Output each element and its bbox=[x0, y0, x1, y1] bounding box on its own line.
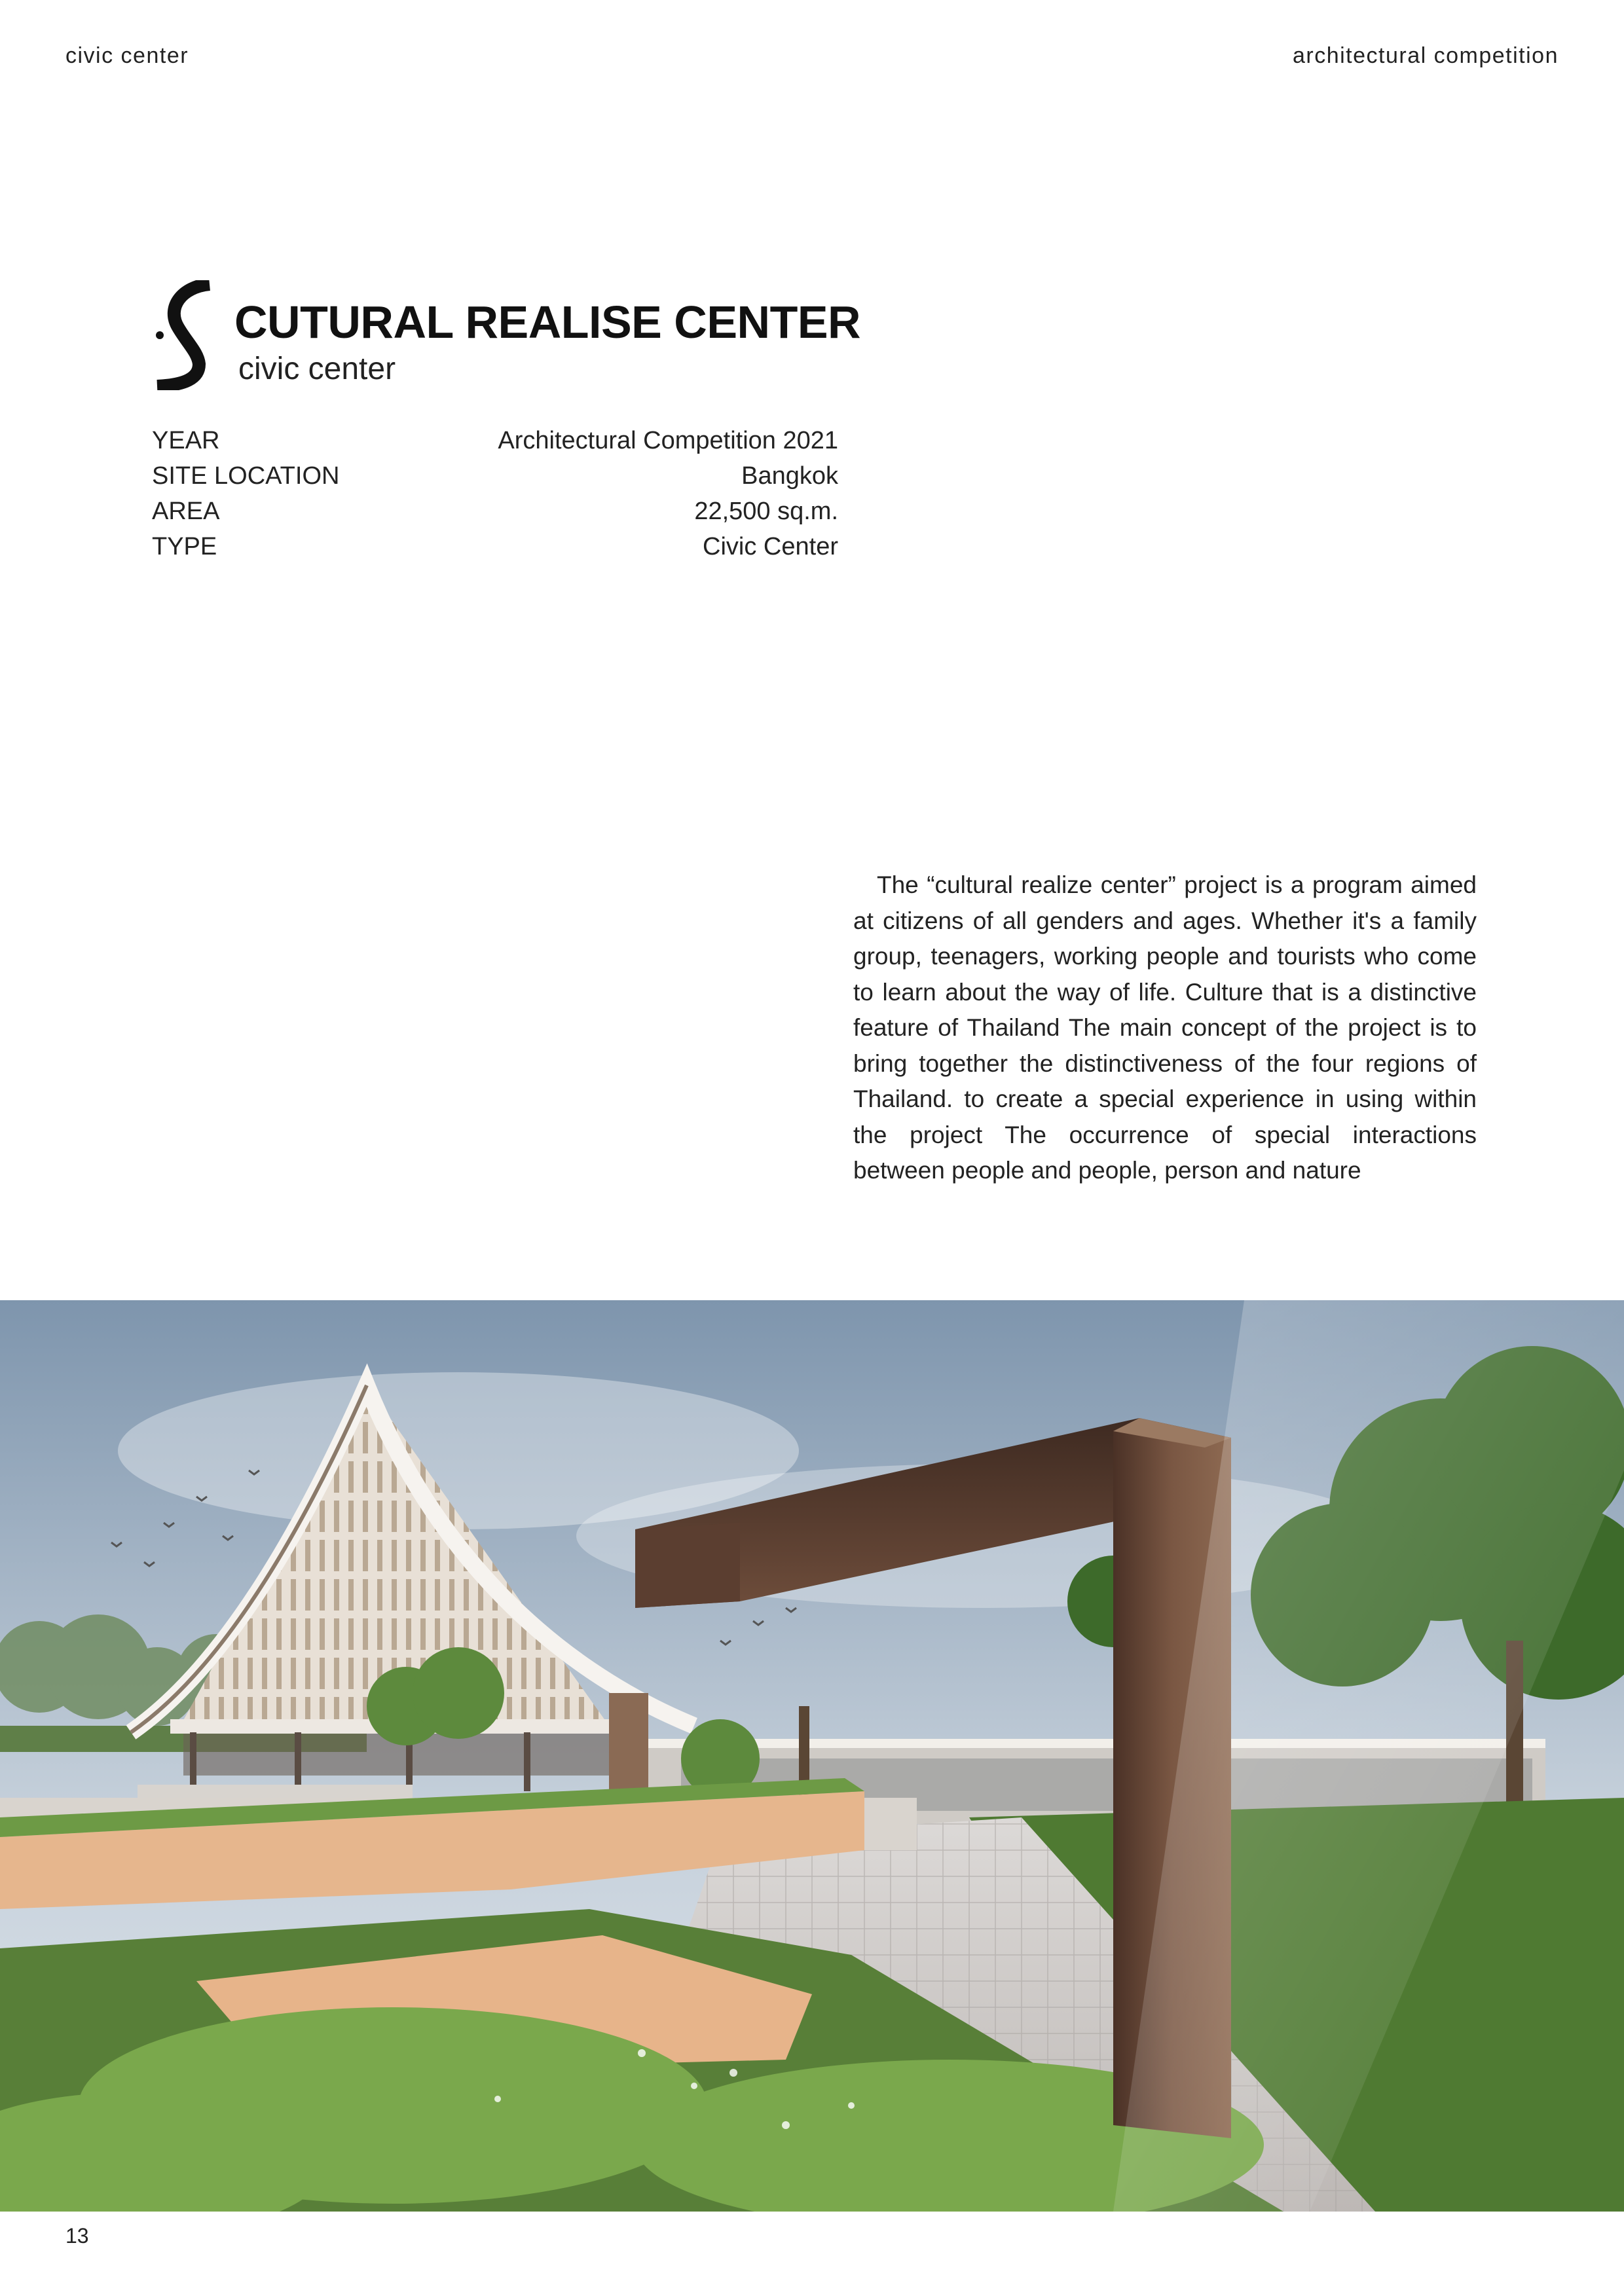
info-label: YEAR bbox=[152, 427, 220, 454]
info-row-site-location bbox=[152, 458, 838, 494]
project-info-table bbox=[152, 423, 838, 564]
info-label: AREA bbox=[152, 498, 220, 525]
info-row-year bbox=[152, 423, 838, 458]
project-subtitle: civic center bbox=[238, 352, 396, 386]
info-label: TYPE bbox=[152, 533, 217, 560]
info-value: 22,500 sq.m. bbox=[694, 498, 838, 525]
info-row-area bbox=[152, 494, 838, 529]
project-description: The “cultural realize center” project is a program aimed at citizens of all genders and ages. Whether it's a family group, teenagers, working people and tourists who come to learn about the way of life. Culture that is a distinctive feature of Thailand The main concept of the project is to bring together the distinctiveness of the four regions of Thailand. to create a special experience in using within the project The occurrence of special interactions between people and people, person and nature bbox=[853, 871, 1477, 1184]
info-value: Bangkok bbox=[741, 462, 838, 490]
s-curve-logo-icon bbox=[152, 280, 215, 390]
info-value: Architectural Competition 2021 bbox=[498, 427, 838, 454]
info-row-type bbox=[152, 529, 838, 564]
header-left-label: civic center bbox=[65, 43, 189, 68]
project-title: CUTURAL REALISE CENTER bbox=[234, 297, 861, 348]
header-right-label: architectural competition bbox=[1292, 43, 1559, 68]
info-label: SITE LOCATION bbox=[152, 462, 340, 490]
page-number: 13 bbox=[65, 2224, 89, 2248]
architectural-render-image bbox=[0, 1300, 1624, 2212]
info-value: Civic Center bbox=[703, 533, 838, 560]
